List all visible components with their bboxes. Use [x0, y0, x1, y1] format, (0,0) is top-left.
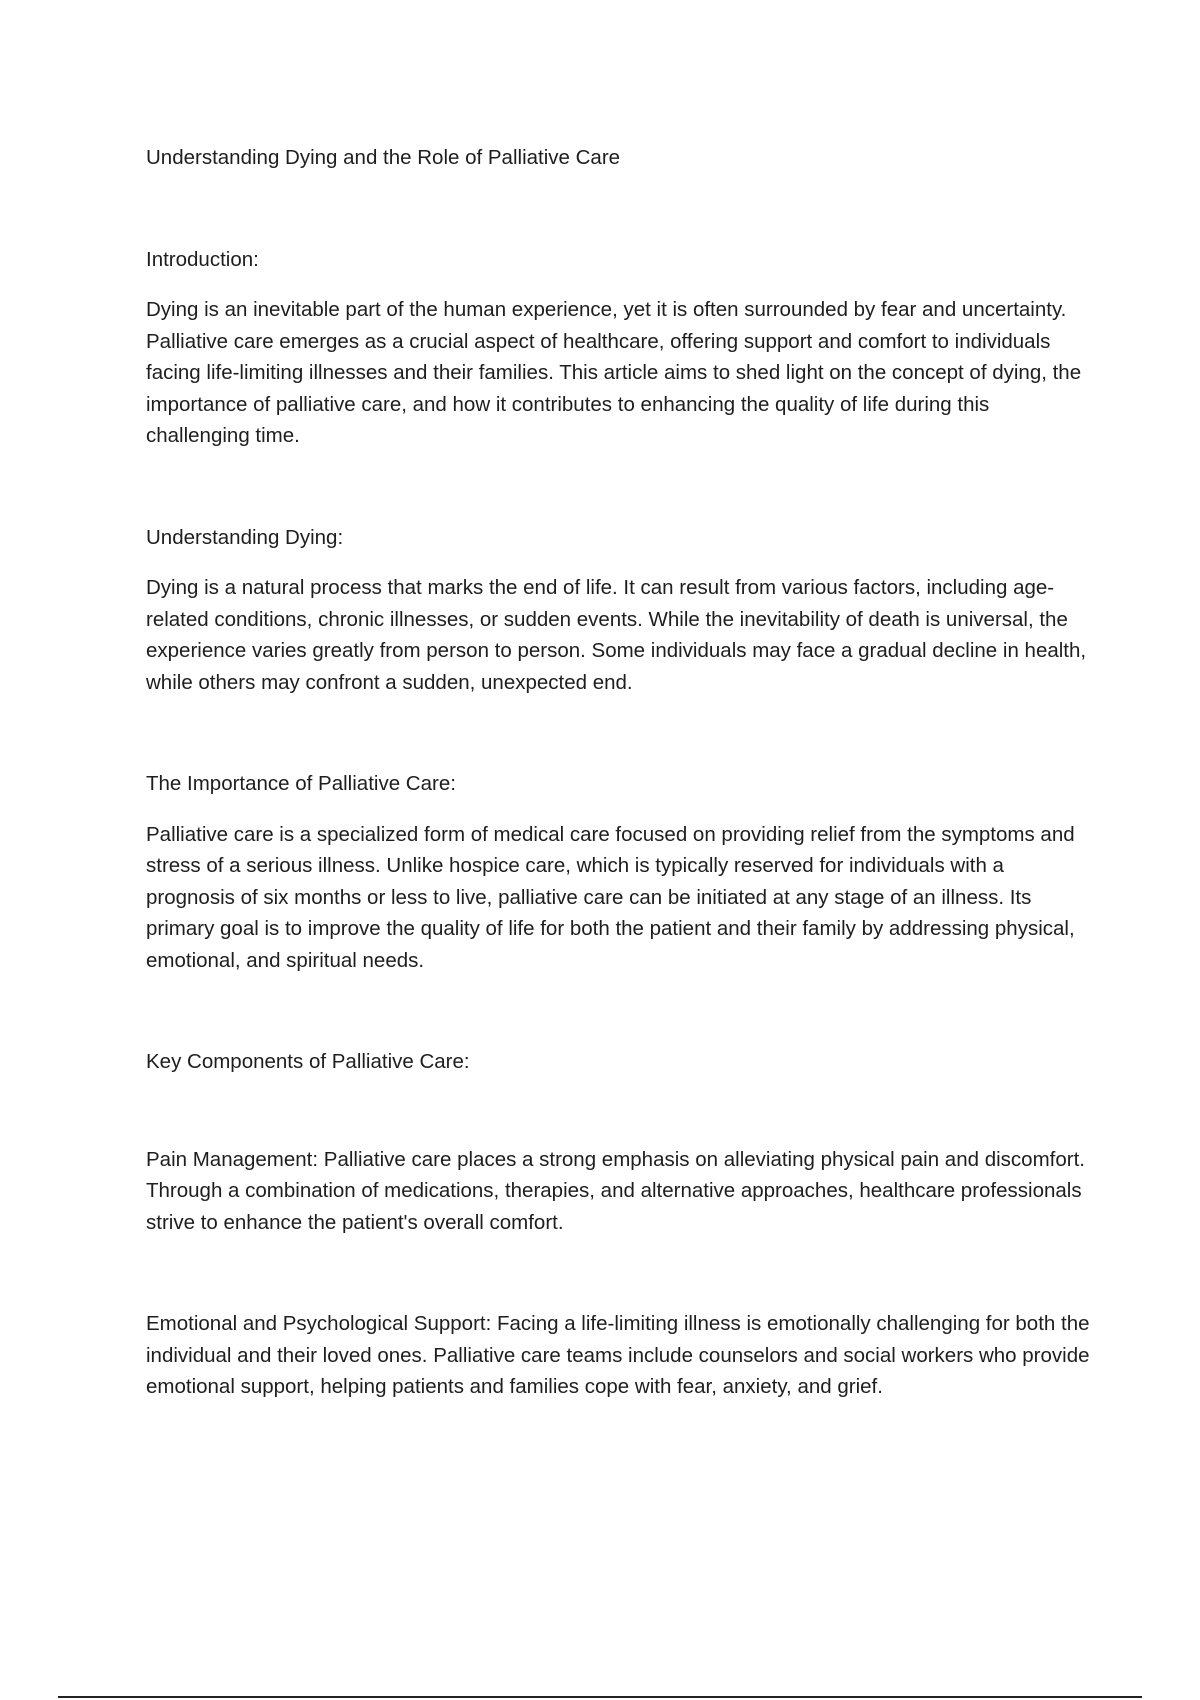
section-heading-importance: The Importance of Palliative Care: [146, 772, 456, 795]
page-bottom-rule [58, 1696, 1142, 1698]
section-paragraph-introduction: Dying is an inevitable part of the human experience, yet it is often surrounded by fear and uncertainty. Palliative care emerges as a crucial aspect of healthcare, offering support and comfort to individuals facing life-limiting illnesses and their families. This article aims to shed light on the concept of dying, the importance of palliative care, and how it contributes to enhancing the quality of life during this challenging time. [146, 298, 1082, 447]
section-heading-key-components: Key Components of Palliative Care: [146, 1050, 470, 1073]
component-paragraph-emotional-support: Emotional and Psychological Support: Facing a life-limiting illness is emotionally challenging for both the individual and their loved ones. Palliative care teams include counselors and social workers who provide emotional support, helping patients and families cope with fear, anxiety, and grief. [146, 1312, 1090, 1398]
section-heading-understanding-dying: Understanding Dying: [146, 525, 344, 549]
section-paragraph-importance: Palliative care is a specialized form of medical care focused on providing relief from the symptoms and stress of a serious illness. Unlike hospice care, which is typically reserved for individuals with a prognosis of six months or less to live, palliative care can be initiated at any stage of an illness. Its primary goal is to improve the quality of life for both the patient and their family by addressing physical, emotional, and spiritual needs. [146, 822, 1075, 972]
document-content [146, 142, 1090, 1473]
component-paragraph-pain-management: Pain Management: Palliative care places a strong emphasis on alleviating physical pain and discomfort. Through a combination of medications, therapies, and alternative approaches, healthcare professionals strive to enhance the patient's overall comfort. [146, 1147, 1085, 1234]
section-paragraph-understanding-dying: Dying is a natural process that marks the end of life. It can result from various factors, including age-related conditions, chronic illnesses, or sudden events. While the inevitability of death is universal, the experience varies greatly from person to person. Some individuals may face a gradual decline in health, while others may confront a sudden, unexpected end. [146, 576, 1087, 694]
section-heading-introduction: Introduction: [146, 247, 259, 271]
document-title: Understanding Dying and the Role of Palliative Care [146, 146, 621, 169]
